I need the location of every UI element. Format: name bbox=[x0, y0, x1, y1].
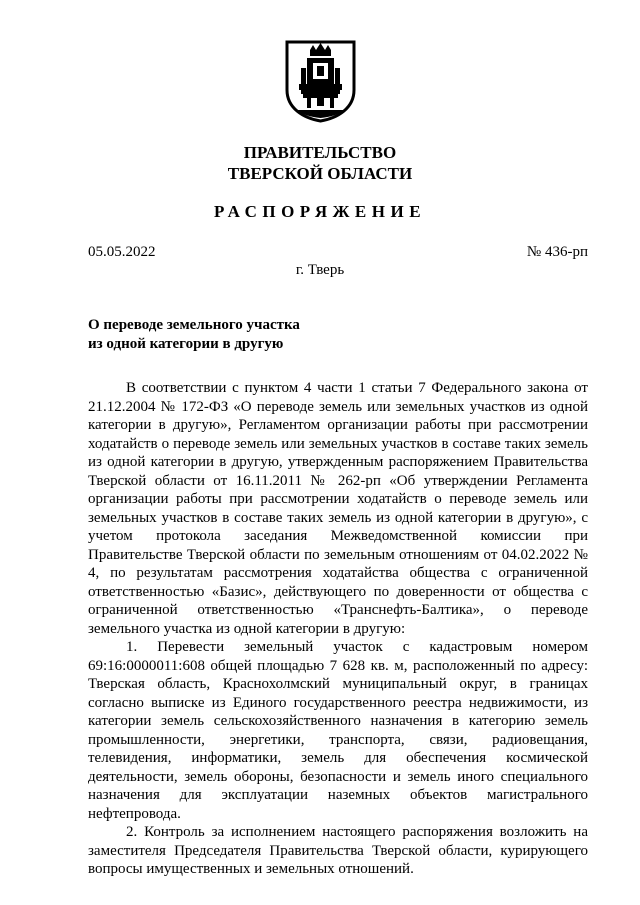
document-type-title: РАСПОРЯЖЕНИЕ bbox=[213, 202, 427, 221]
document-number: № 436-рп bbox=[526, 244, 588, 260]
body-paragraph-preamble: В соответствии с пунктом 4 части 1 статьи 7 Федерального закона от 21.12.2004 № 172-ФЗ «О переводе земель или земельных участков из одной категории в другую», Регламентом организации работы при рассмотрении ходатайств о переводе земель или земельных участков в составе таких земель из одной категории в другую, утвержденным распоряжением Правительства Тверской области от 16.11.2011 № 262-рп «Об утверждении Регламента организации работы при рассмотрении ходатайств о переводе земель или земельных участков в составе таких земель из одной категории в другую», с учетом протокола заседания Межведомственной комиссии при Правительстве Тверской области по земельным отношениям от 04.02.2022 № 4, по результатам рассмотрения ходатайства общества с ограниченной ответственностью «Базис», действующего по доверенности от общества с ограниченной ответственностью «Транснефть-Балтика», о переводе земельного участка из одной категории в другую: bbox=[88, 380, 588, 637]
organization-name-line-1: ПРАВИТЕЛЬСТВО bbox=[243, 143, 397, 162]
organization-name-line-2: ТВЕРСКОЙ ОБЛАСТИ bbox=[227, 164, 413, 183]
subject-line-2: из одной категории в другую bbox=[88, 336, 284, 352]
document-date: 05.05.2022 bbox=[88, 244, 156, 260]
body-paragraph-item-2: 2. Контроль за исполнением настоящего распоряжения возложить на заместителя Председателя Правительства Тверской области, курирующего вопросы имущественных и земельных отношений. bbox=[88, 824, 588, 877]
tver-coat-of-arms-icon bbox=[283, 38, 358, 123]
subject-line-1: О переводе земельного участка bbox=[88, 317, 300, 333]
document-body bbox=[88, 379, 588, 879]
body-paragraph-item-1: 1. Перевести земельный участок с кадастровым номером 69:16:0000011:608 общей площадью 7 628 кв. м, расположенный по адресу: Тверская область, Краснохолмский муниципальный округ, в границах согласно выписке из Единого государственного реестра недвижимости, из категории земель сельскохозяйственного назначения в категорию земель промышленности, энергетики, транспорта, связи, радиовещания, телевидения, информатики, земель для обеспечения космической деятельности, земель обороны, безопасности и земель иного специального назначения для эксплуатации наземных объектов магистрального нефтепровода. bbox=[88, 639, 588, 822]
document-subject bbox=[88, 316, 300, 354]
document-city: г. Тверь bbox=[295, 262, 345, 278]
